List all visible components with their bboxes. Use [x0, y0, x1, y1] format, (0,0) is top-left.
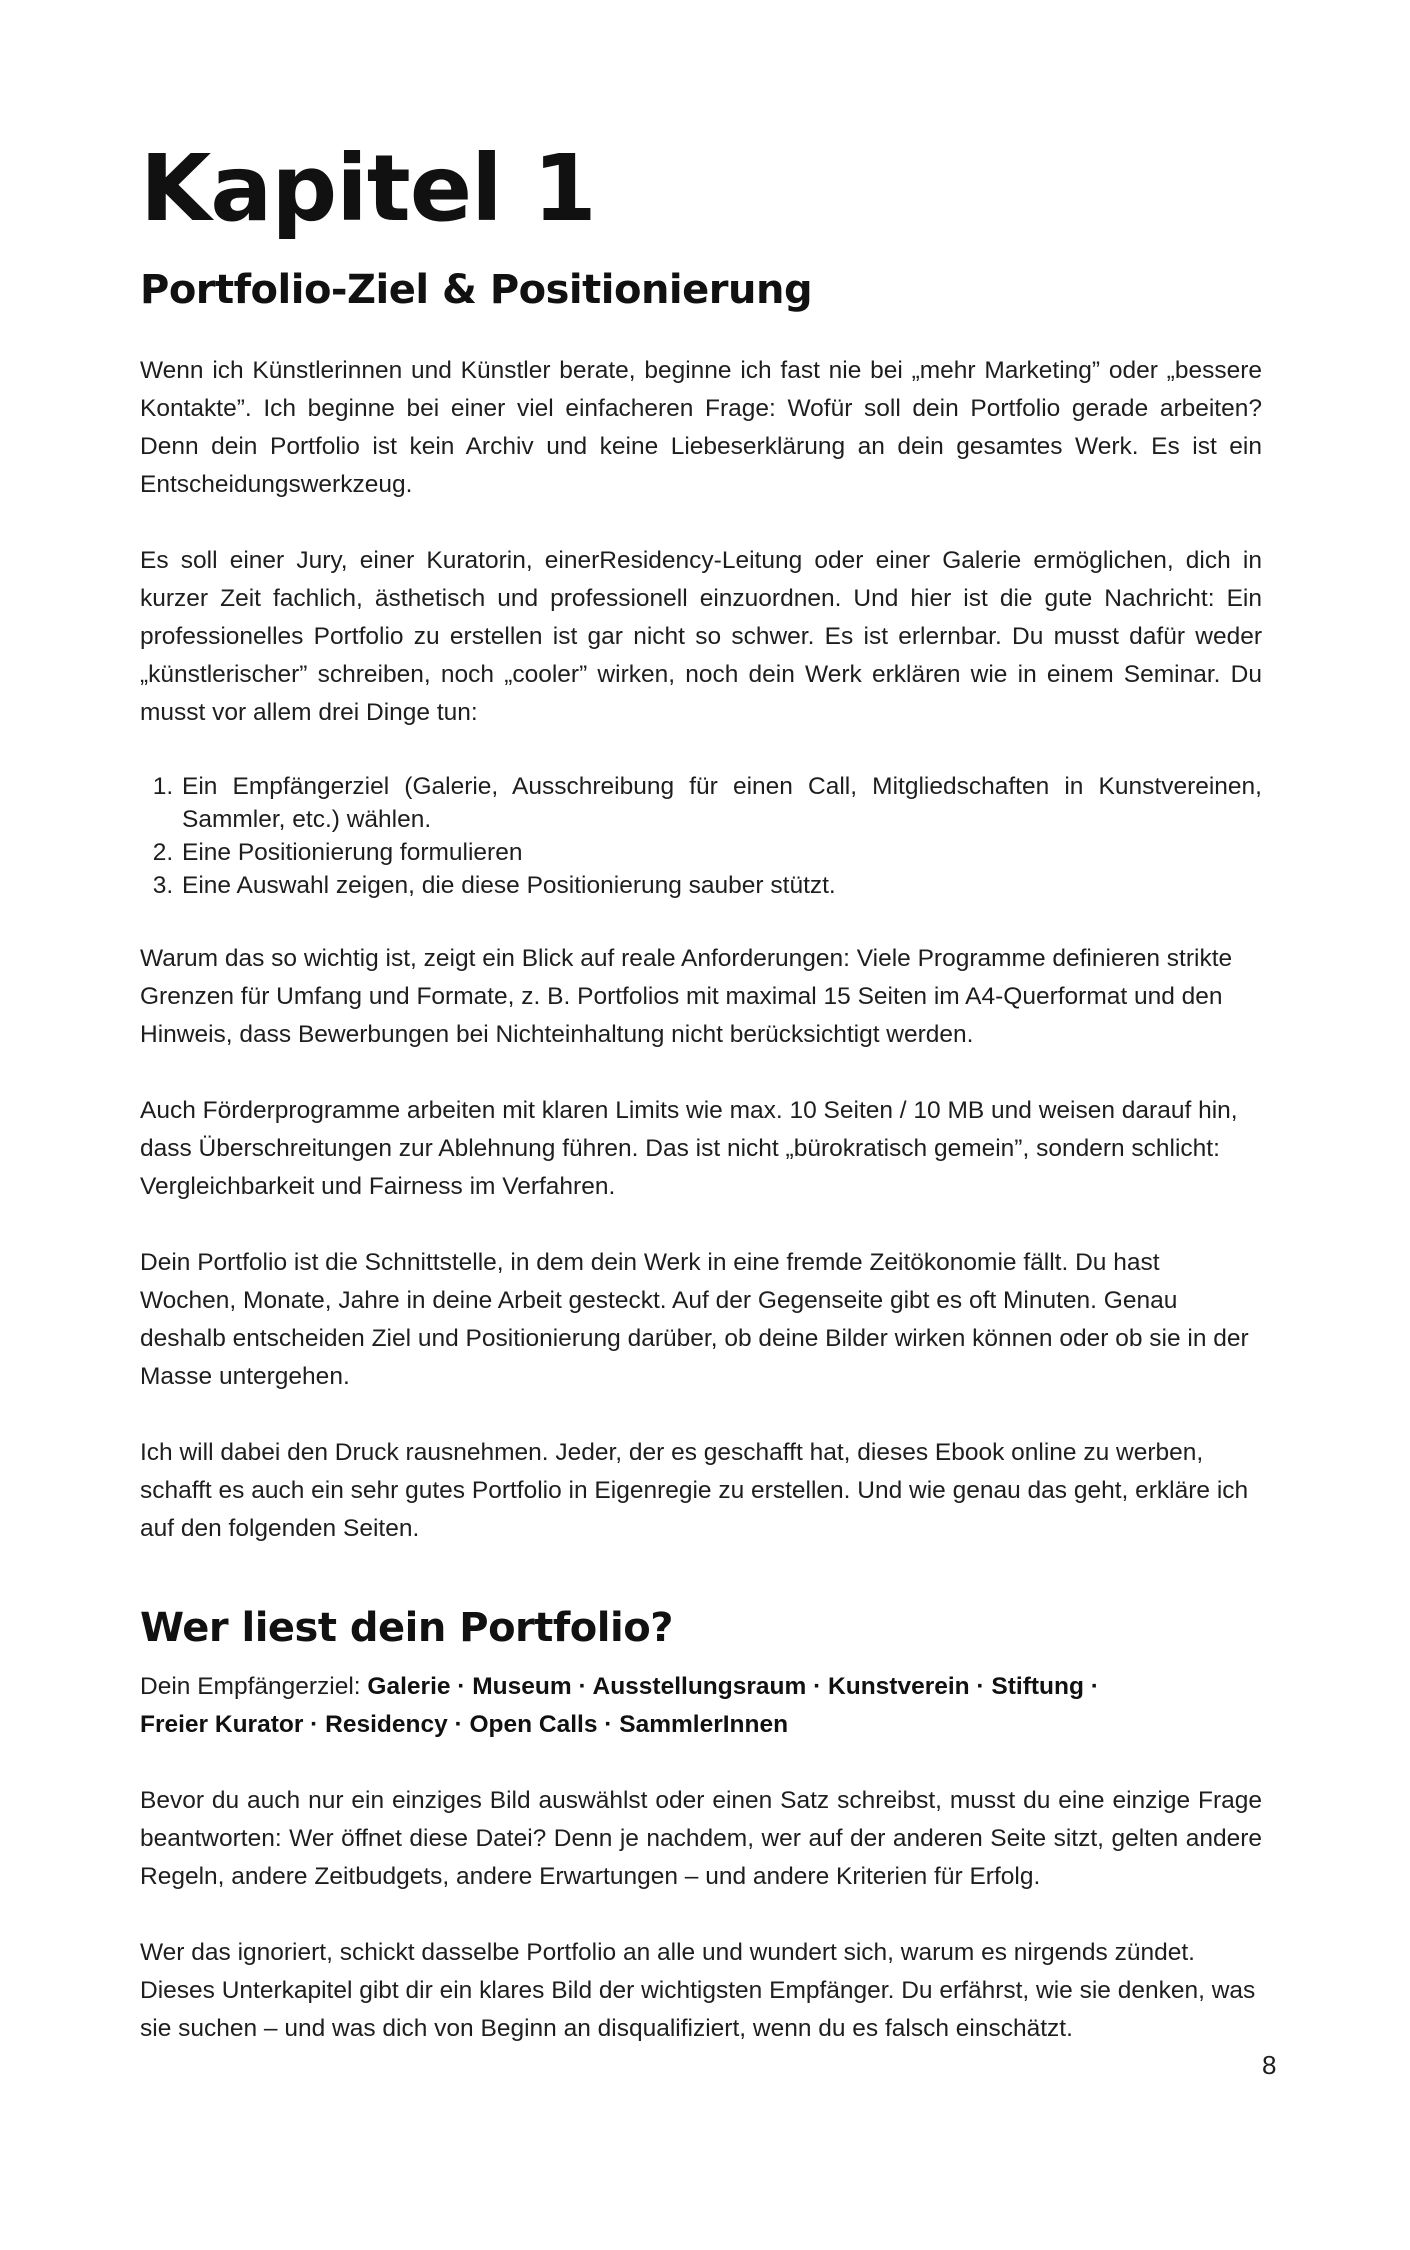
paragraph-limits: Auch Förderprogramme arbeiten mit klaren Limits wie max. 10 Seiten / 10 MB und weisen darauf hin, dass Überschreitungen zur Ablehnung führen. Das ist nicht „bürokratisch gemein”, sondern schlicht: Vergleichbarkeit und Fairness im Verfahren.	[140, 1097, 1238, 1200]
targets-line-2: Freier Kurator · Residency · Open Calls · SammlerInnen	[140, 1711, 789, 1738]
recipient-targets	[140, 1668, 1262, 1744]
chapter-subtitle: Portfolio-Ziel & Positionierung	[140, 267, 813, 313]
chapter-title: Kapitel 1	[140, 135, 596, 242]
section-heading: Wer liest dein Portfolio?	[140, 1605, 673, 1651]
paragraph-interface: Dein Portfolio ist die Schnittstelle, in dem dein Werk in eine fremde Zeitökonomie fällt. Du hast Wochen, Monate, Jahre in deine Arbeit gesteckt. Auf der Gegenseite gibt es oft Minuten. Genau deshalb entscheiden Ziel und Positionierung darüber, ob deine Bilder wirken können oder ob sie in der Masse untergehen.	[140, 1249, 1249, 1390]
list-item: 2. Eine Positionierung formulieren	[180, 836, 1262, 869]
targets-line-1: Galerie · Museum · Ausstellungsraum · Kunstverein · Stiftung ·	[367, 1673, 1099, 1700]
paragraph-purpose: Es soll einer Jury, einer Kuratorin, einerResidency-Leitung oder einer Galerie ermöglichen, dich in kurzer Zeit fachlich, ästhetisch und professionell einzuordnen. Und hier ist die gute Nachricht: Ein professionelles Portfolio zu erstellen ist gar nicht so schwer. Es ist erlernbar. Du musst dafür weder „künstlerischer” schreiben, noch „cooler” wirken, noch dein Werk erklären wie in einem Seminar. Du musst vor allem drei Dinge tun:	[140, 547, 1262, 726]
paragraph-requirements: Warum das so wichtig ist, zeigt ein Blick auf reale Anforderungen: Viele Programme definieren strikte Grenzen für Umfang und Formate, z. B. Portfolios mit maximal 15 Seiten im A4-Querformat und den Hinweis, dass Bewerbungen bei Nichteinhaltung nicht berücksichtigt werden.	[140, 945, 1233, 1048]
list-item: 1. Ein Empfängerziel (Galerie, Ausschreibung für einen Call, Mitgliedschaften in Kunstvereinen, Sammler, etc.) wählen.	[180, 770, 1262, 836]
targets-label: Dein Empfängerziel:	[140, 1673, 368, 1700]
paragraph-intro: Wenn ich Künstlerinnen und Künstler berate, beginne ich fast nie bei „mehr Marketing” oder „bessere Kontakte”. Ich beginne bei einer viel einfacheren Frage: Wofür soll dein Portfolio gerade arbeiten? Denn dein Portfolio ist kein Archiv und keine Liebeserklärung an dein gesamtes Werk. Es ist ein Entscheidungswerkzeug.	[140, 357, 1262, 498]
list-item: 3. Eine Auswahl zeigen, die diese Positionierung sauber stützt.	[180, 869, 1262, 902]
paragraph-encouragement: Ich will dabei den Druck rausnehmen. Jeder, der es geschafft hat, dieses Ebook online zu werben, schafft es auch ein sehr gutes Portfolio in Eigenregie zu erstellen. Und wie genau das geht, erkläre ich auf den folgenden Seiten.	[140, 1439, 1249, 1542]
chapter-body	[140, 352, 1262, 2086]
paragraph-overview: Wer das ignoriert, schickt dasselbe Portfolio an alle und wundert sich, warum es nirgends zündet. Dieses Unterkapitel gibt dir ein klares Bild der wichtigsten Empfänger. Du erfährst, wie sie denken, was sie suchen – und was dich von Beginn an disqualifiziert, wenn du es falsch einschätzt.	[140, 1939, 1256, 2042]
page-number: 8	[1262, 2050, 1277, 2080]
paragraph-question: Bevor du auch nur ein einziges Bild auswählst oder einen Satz schreibst, musst du eine einzige Frage beantworten: Wer öffnet diese Datei? Denn je nachdem, wer auf der anderen Seite sitzt, gelten andere Regeln, andere Zeitbudgets, andere Erwartungen – und andere Kriterien für Erfolg.	[140, 1787, 1262, 1890]
steps-list	[140, 770, 1262, 902]
